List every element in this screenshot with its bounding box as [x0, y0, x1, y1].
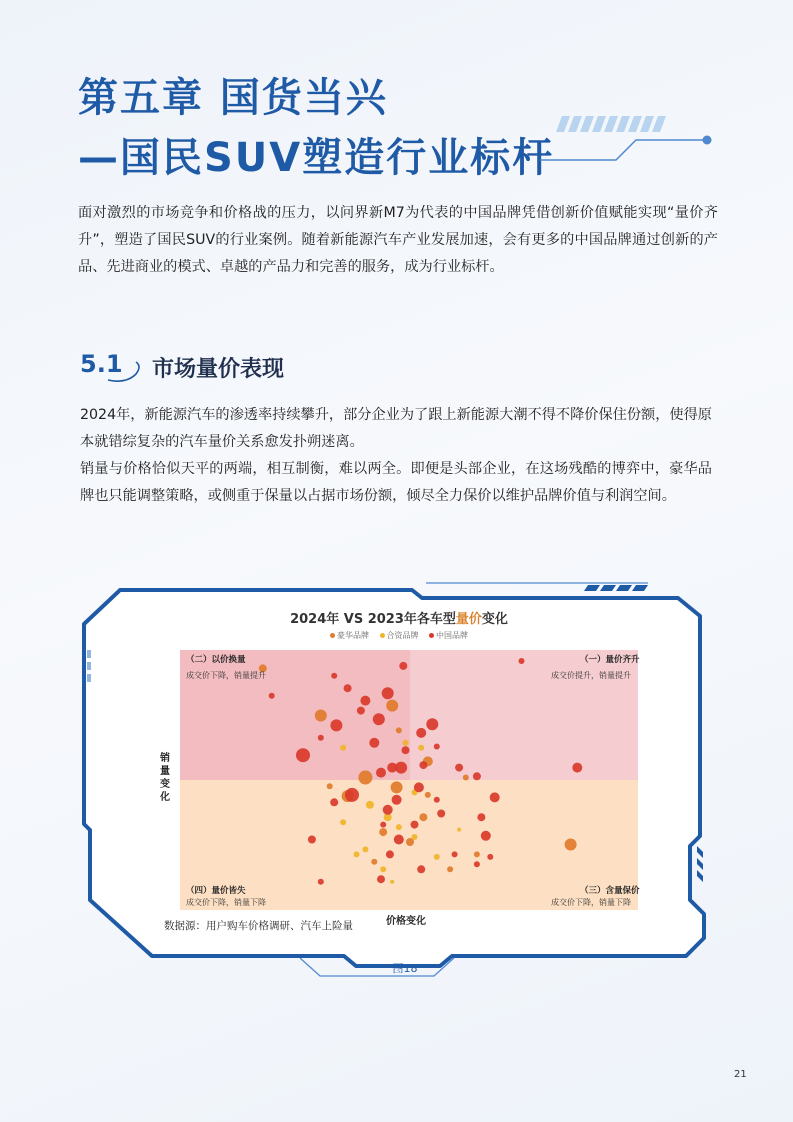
section-title: 市场量价表现: [152, 357, 285, 382]
scatter-point: [425, 792, 431, 798]
scatter-point: [377, 875, 385, 883]
scatter-point: [318, 735, 324, 741]
legend-item: 合资品牌: [380, 631, 419, 640]
scatter-point: [565, 839, 577, 851]
scatter-point: [399, 662, 407, 670]
quadrant-2-subtitle: 成交价下降，销量提升: [186, 671, 266, 680]
scatter-point: [386, 700, 398, 712]
scatter-point: [386, 850, 394, 858]
scatter-point: [318, 879, 324, 885]
scatter-point: [477, 813, 485, 821]
x-axis-label: 价格变化: [386, 916, 426, 927]
scatter-plot: [180, 650, 638, 910]
quadrant-4-subtitle: 成交价下降，销量下降: [186, 898, 266, 907]
scatter-point: [447, 866, 453, 872]
scatter-point: [474, 851, 480, 857]
scatter-point: [344, 684, 352, 692]
scatter-point: [455, 764, 463, 772]
scatter-point: [345, 788, 359, 802]
scatter-point: [434, 854, 440, 860]
scatter-point: [373, 713, 385, 725]
scatter-point: [379, 828, 387, 836]
scatter-point: [269, 693, 275, 699]
chapter-subtitle: —国民SUV塑造行业标杆: [78, 135, 555, 181]
body-paragraph: 2024年，新能源汽车的渗透率持续攀升，部分企业为了跟上新能源大潮不得不降价保住份额，使得原本就错综复杂的汽车量价关系愈发扑朔迷离。: [80, 407, 712, 450]
scatter-point: [434, 797, 440, 803]
scatter-point: [473, 772, 481, 780]
scatter-point: [308, 836, 316, 844]
scatter-point: [487, 854, 493, 860]
scatter-point: [481, 831, 491, 841]
scatter-point: [412, 834, 418, 840]
scatter-point: [382, 687, 394, 699]
scatter-point: [396, 824, 402, 830]
chart-legend: [112, 630, 686, 641]
chapter-title: 第五章 国货当兴: [78, 75, 388, 121]
scatter-point: [452, 851, 458, 857]
scatter-point: [572, 763, 582, 773]
scatter-point: [416, 728, 426, 738]
scatter-point: [330, 719, 342, 731]
quadrant-2-title: （二）以价换量: [186, 655, 246, 665]
scatter-point: [369, 738, 379, 748]
scatter-point: [411, 821, 419, 829]
legend-item: 中国品牌: [429, 631, 468, 640]
scatter-point: [315, 710, 327, 722]
scatter-point: [395, 762, 407, 774]
scatter-point: [357, 707, 365, 715]
scatter-point: [362, 846, 368, 852]
page-number: 21: [734, 1069, 747, 1080]
scatter-point: [402, 746, 410, 754]
scatter-point: [296, 748, 310, 762]
section-number: 5.1: [80, 350, 123, 378]
scatter-point: [358, 771, 372, 785]
scatter-point: [376, 768, 386, 778]
scatter-point: [360, 696, 370, 706]
data-source: 数据源：用户购车价格调研、汽车上险量: [164, 920, 353, 932]
scatter-point: [380, 866, 386, 872]
intro-paragraph: 面对激烈的市场竞争和价格战的压力，以问界新M7为代表的中国品牌凭借创新价值赋能实现“量价齐升”，塑造了国民SUV的行业案例。随着新能源汽车产业发展加速，会有更多的中国品牌通过创新的产品、先进商业的模式、卓越的产品力和完善的服务，成为行业标杆。: [78, 205, 718, 275]
legend-item: 豪华品牌: [330, 631, 369, 640]
y-axis-label: 销量变化: [160, 753, 170, 803]
scatter-point: [403, 740, 409, 746]
scatter-point: [519, 658, 525, 664]
scatter-point: [380, 822, 386, 828]
body-paragraph: 销量与价格恰似天平的两端，相互制衡，难以两全。即便是头部企业，在这场残酷的博弈中，豪华品牌也只能调整策略，或侧重于保量以占据市场份额，倾尽全力保价以维护品牌价值与利润空间。: [80, 461, 712, 504]
scatter-point: [354, 851, 360, 857]
scatter-point: [396, 727, 402, 733]
scatter-point: [434, 744, 440, 750]
scatter-point: [426, 718, 438, 730]
scatter-point: [414, 782, 424, 792]
quadrant-1-subtitle: 成交价提升，销量提升: [551, 671, 631, 680]
scatter-point: [340, 819, 346, 825]
scatter-point: [371, 859, 377, 865]
scatter-point: [392, 795, 402, 805]
scatter-point: [490, 792, 500, 802]
scatter-point: [437, 810, 445, 818]
quadrant-3-subtitle: 成交价下降，销量下降: [551, 898, 631, 907]
quadrant-3-title: （三）含量保价: [580, 886, 640, 896]
scatter-point: [331, 673, 337, 679]
scatter-point: [366, 801, 374, 809]
scatter-point: [340, 745, 346, 751]
scatter-point: [463, 775, 469, 781]
scatter-point: [394, 835, 404, 845]
scatter-point: [330, 798, 338, 806]
scatter-point: [391, 781, 403, 793]
chart-title: 2024年 VS 2023年各车型量价变化: [290, 612, 508, 627]
scatter-point: [418, 745, 424, 751]
scatter-point: [327, 783, 333, 789]
scatter-point: [383, 805, 393, 815]
scatter-point: [457, 828, 461, 832]
scatter-point: [419, 813, 427, 821]
scatter-point: [419, 761, 427, 769]
quadrant-1-title: （一）量价齐升: [580, 655, 640, 665]
quadrant-4-title: （四）量价皆失: [186, 886, 246, 896]
scatter-point: [417, 865, 425, 873]
scatter-point: [390, 880, 394, 884]
scatter-point: [474, 861, 480, 867]
figure-label: 图18: [392, 962, 418, 975]
